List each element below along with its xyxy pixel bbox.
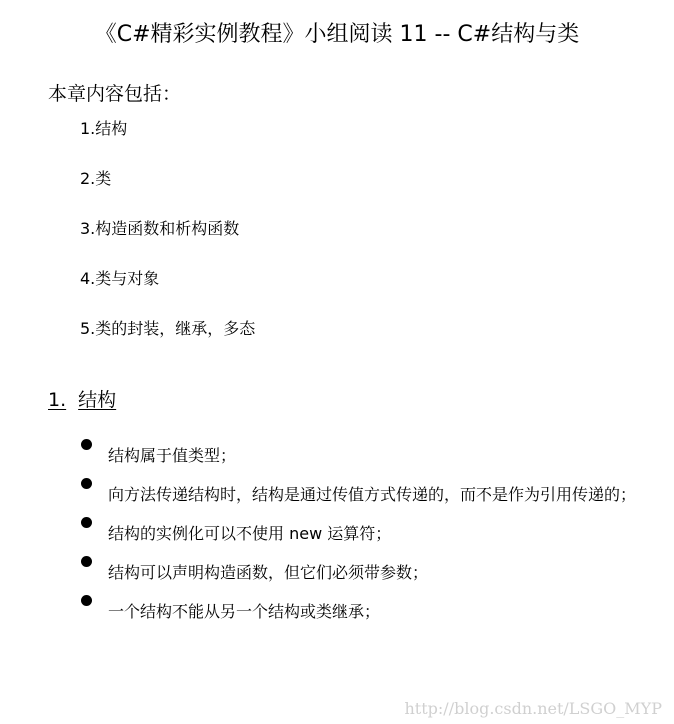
bullet-icon [81, 556, 92, 567]
toc-item: 1.结构 [80, 119, 128, 138]
toc-item: 5.类的封装，继承，多态 [80, 319, 256, 338]
blog-watermark: http://blog.csdn.net/LSGO_MYP [404, 699, 662, 718]
list-item [80, 587, 640, 637]
list-item-text: 一个结构不能从另一个结构或类继承； [108, 602, 381, 621]
bullet-icon [81, 595, 92, 606]
bullet-icon [81, 517, 92, 528]
section-number: 1. [48, 389, 67, 411]
document-title: 《C#精彩实例教程》小组阅读 11 -- C#结构与类 [94, 22, 580, 47]
section-heading [48, 386, 116, 414]
list-item-text: 结构的实例化可以不使用 new 运算符； [108, 524, 392, 543]
chapter-contents-list [80, 115, 255, 365]
list-item-text: 结构可以声明构造函数，但它们必须带参数； [108, 563, 429, 582]
list-item-text: 结构属于值类型； [108, 446, 237, 465]
structure-points-list [80, 431, 640, 637]
chapter-intro: 本章内容包括： [48, 83, 182, 105]
toc-item: 2.类 [80, 169, 112, 188]
bullet-icon [81, 439, 92, 450]
toc-item: 4.类与对象 [80, 269, 160, 288]
list-item-text: 向方法传递结构时，结构是通过传值方式传递的，而不是作为引用传递的； [108, 485, 637, 504]
bullet-icon [81, 478, 92, 489]
section-title: 结构 [78, 389, 117, 411]
toc-item: 3.构造函数和析构函数 [80, 219, 240, 238]
